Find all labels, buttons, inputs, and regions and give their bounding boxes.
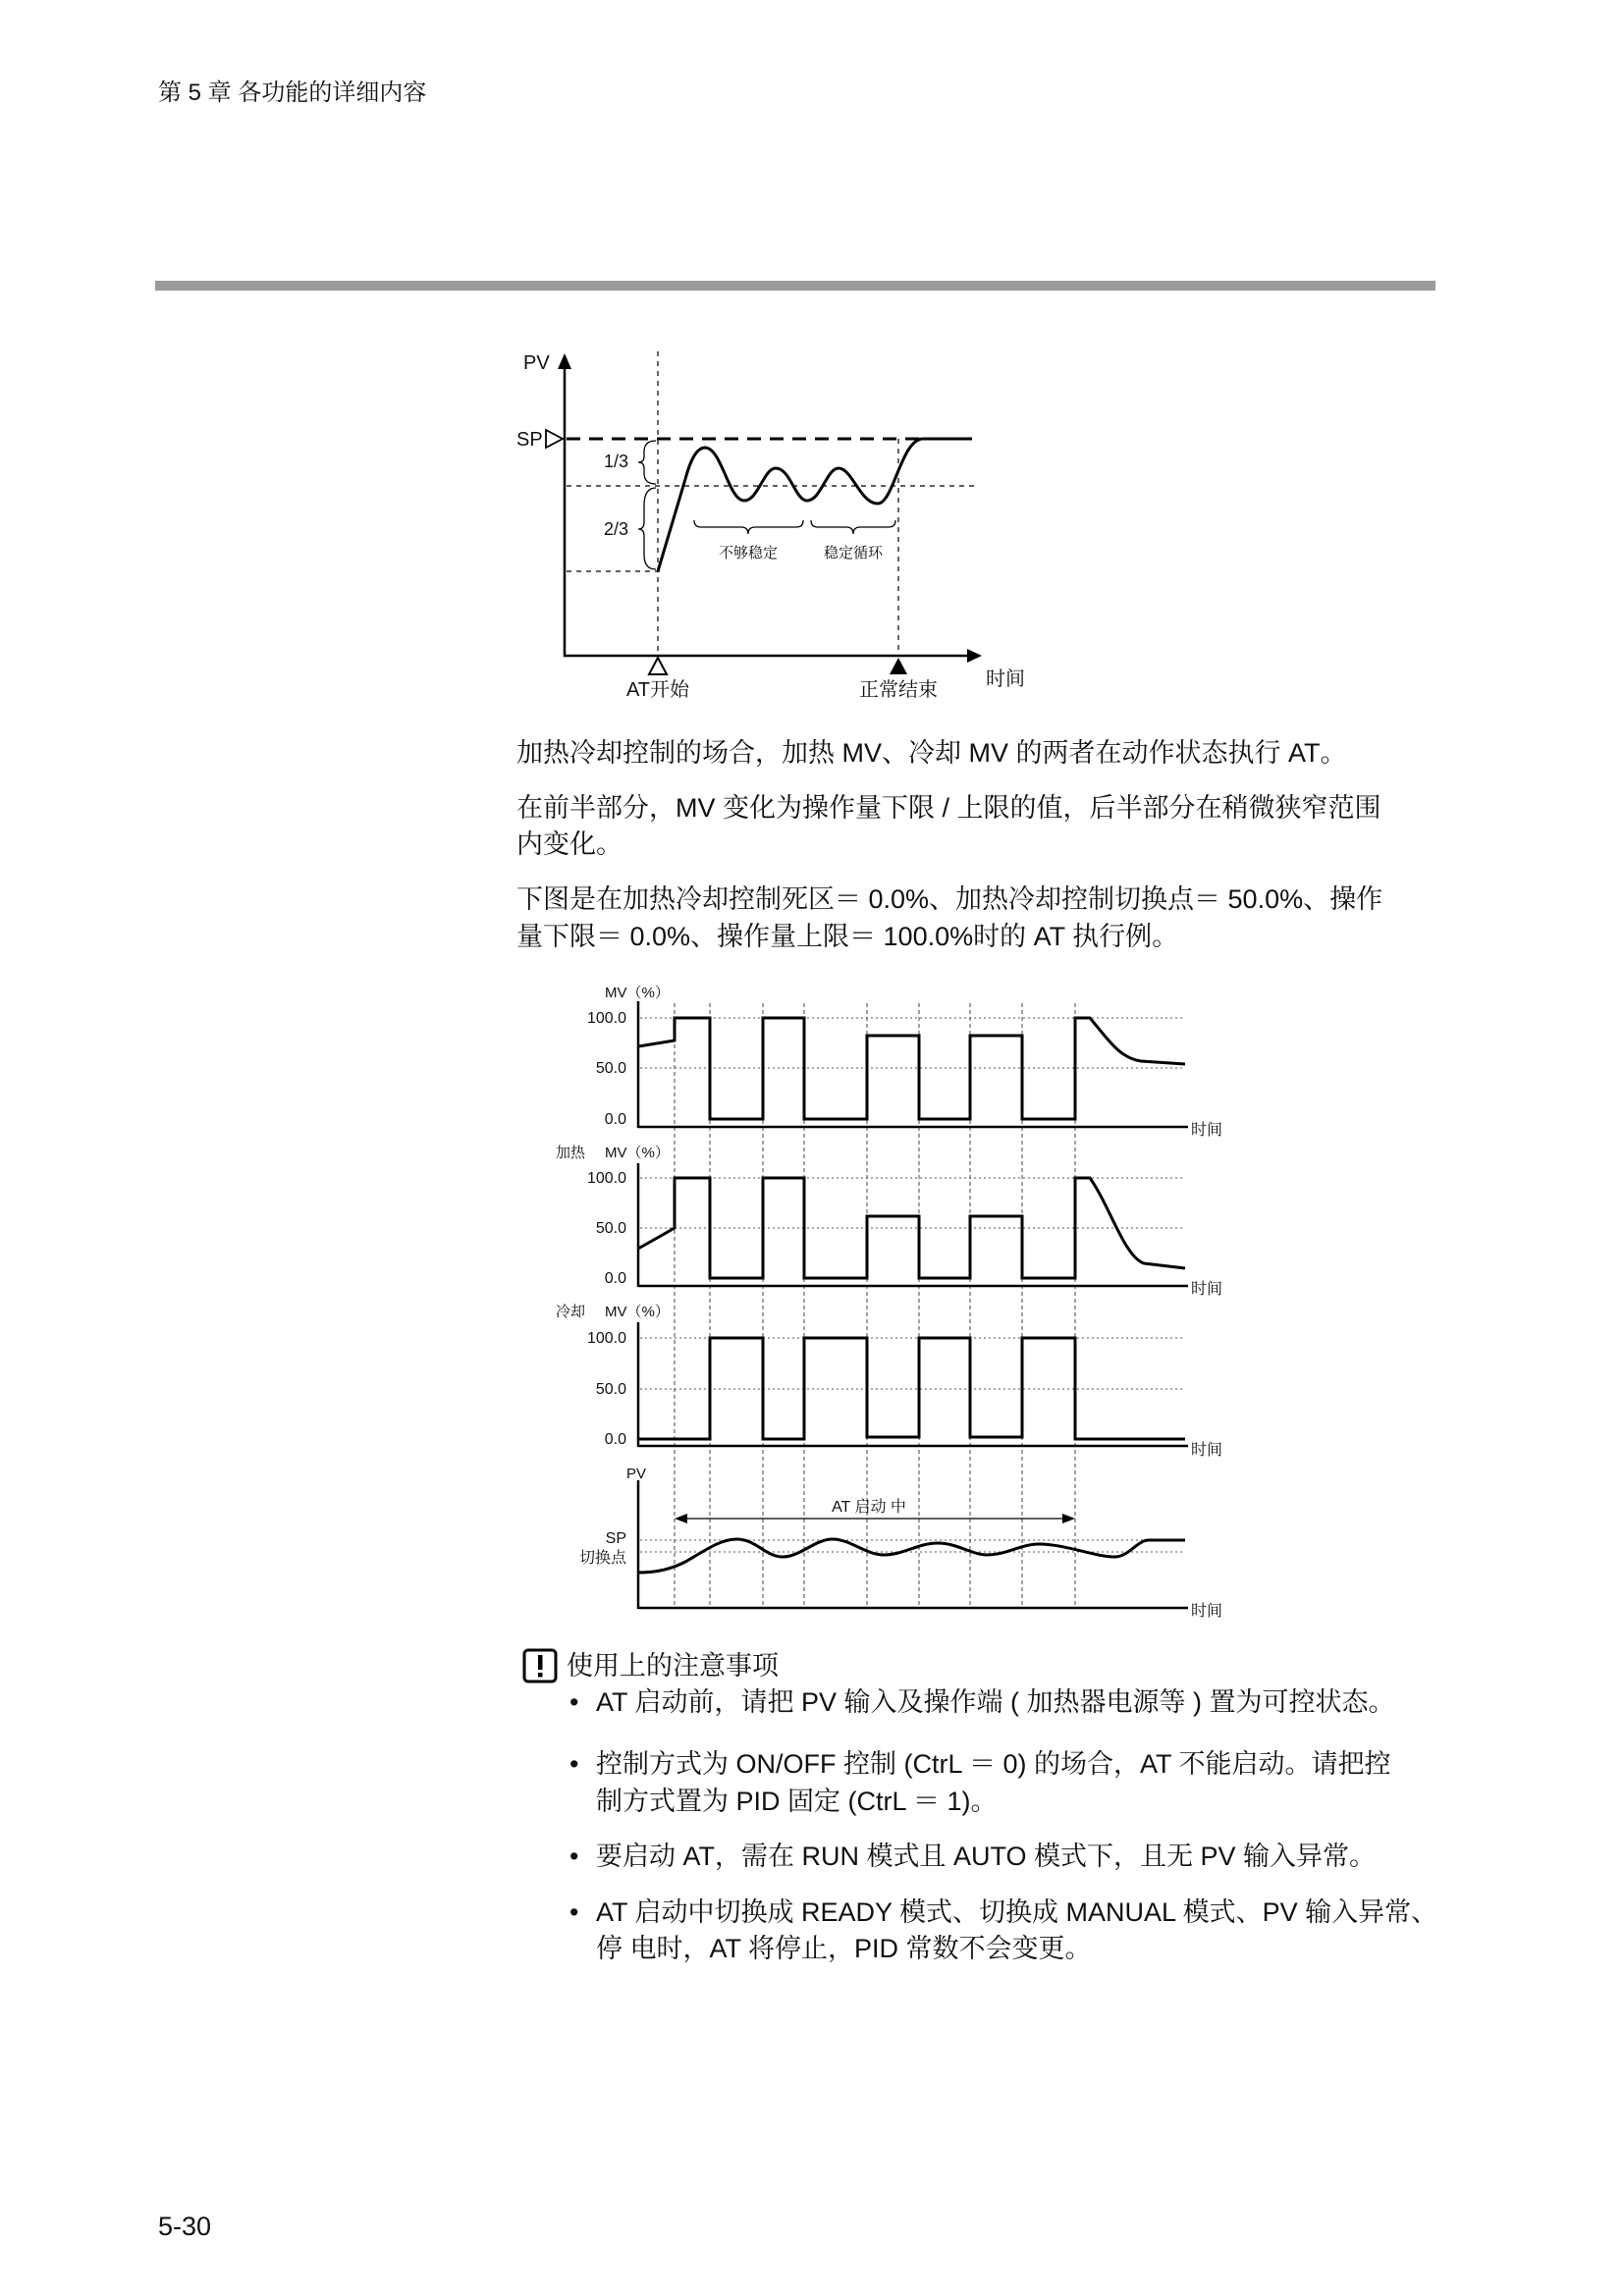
page-number: 5-30 (158, 2212, 212, 2241)
heat-mv-panel (556, 1144, 1222, 1298)
heat-tick-label: 0.0 (604, 1270, 626, 1287)
cool-tick-label: 0.0 (604, 1431, 626, 1448)
cool-x-label: 时间 (1191, 1442, 1223, 1459)
unstable-brace (694, 520, 803, 534)
notice-title: 使用上的注意事项 (567, 1651, 779, 1681)
sp-label: SP (605, 1530, 626, 1547)
chapter-header: 第 5 章 各功能的详细内容 (158, 80, 427, 106)
cool-panel-name: 冷却 (556, 1304, 586, 1320)
bullet-marker: • (569, 1687, 579, 1717)
bullet-marker: • (569, 1842, 579, 1871)
paragraph-line: 内变化。 (516, 829, 623, 859)
at-start-marker (649, 658, 667, 674)
notice-item-line: 制方式置为 PID 固定 (CtrL ＝ 1)。 (596, 1787, 998, 1816)
time-axis-label: 时间 (986, 668, 1025, 690)
pv-axis-label: PV (523, 352, 550, 374)
one-third-label: 1/3 (604, 452, 629, 471)
notice-item-line: 停 电时，AT 将停止，PID 常数不会变更。 (596, 1934, 1092, 1963)
pv-waveform (638, 1539, 1185, 1573)
at-running-arrow-left (675, 1514, 687, 1523)
cool-y-label: MV（%） (605, 1304, 670, 1320)
header-rule (155, 281, 1435, 291)
paragraph-line: 加热冷却控制的场合，加热 MV、冷却 MV 的两者在动作状态执行 AT。 (516, 738, 1347, 768)
two-thirds-label: 2/3 (604, 519, 629, 539)
notice-item-line: 控制方式为 ON/OFF 控制 (CtrL ＝ 0) 的场合，AT 不能启动。请把控 (596, 1749, 1391, 1779)
at-start-label: AT开始 (625, 679, 690, 701)
switch-point-label: 切换点 (578, 1550, 626, 1567)
mv-tick-label: 100.0 (586, 1010, 626, 1027)
pv-y-label: PV (625, 1466, 647, 1482)
notice-item-line: AT 启动中切换成 READY 模式、切换成 MANUAL 模式、PV 输入异常、 (596, 1897, 1438, 1927)
cool-mv-panel (556, 1304, 1222, 1459)
pv-panel (579, 1466, 1222, 1620)
at-pv-diagram (491, 344, 1041, 712)
heat-x-label: 时间 (1191, 1281, 1223, 1298)
notice-item-line: 要启动 AT，需在 RUN 模式且 AUTO 模式下，且无 PV 输入异常。 (596, 1842, 1377, 1871)
bullet-marker: • (569, 1749, 579, 1779)
two-thirds-brace (638, 488, 656, 569)
stable-cycle-label: 稳定循环 (823, 545, 884, 561)
at-running-arrow-right (1062, 1514, 1075, 1523)
heat-tick-label: 100.0 (586, 1170, 626, 1187)
pv-x-label: 时间 (1191, 1603, 1223, 1620)
mv-tick-label: 0.0 (604, 1111, 626, 1128)
x-axis-arrow (967, 649, 982, 663)
paragraph-line: 量下限＝ 0.0%、操作量上限＝ 100.0%时的 AT 执行例。 (516, 922, 1179, 951)
mv-panel (587, 985, 1222, 1139)
notice-item-line: AT 启动前，请把 PV 输入及操作端 ( 加热器电源等 ) 置为可控状态。 (596, 1687, 1395, 1717)
bullet-marker: • (569, 1897, 579, 1927)
y-axis-arrow (558, 353, 571, 369)
one-third-brace (638, 441, 656, 484)
mv-x-label: 时间 (1191, 1122, 1223, 1139)
paragraph-line: 在前半部分，MV 变化为操作量下限 / 上限的值，后半部分在稍微狭窄范围 (516, 793, 1381, 823)
heat-y-label: MV（%） (605, 1145, 670, 1161)
sp-label: SP (516, 429, 543, 451)
stable-cycle-brace (811, 520, 895, 534)
at-mv-pv-timing-diagram (535, 977, 1242, 1629)
paragraph-line: 下图是在加热冷却控制死区＝ 0.0%、加热冷却控制切换点＝ 50.0%、操作 (516, 884, 1383, 914)
cool-tick-label: 100.0 (586, 1330, 626, 1347)
heat-tick-label: 50.0 (595, 1220, 626, 1237)
normal-end-marker (890, 658, 907, 674)
warning-icon (522, 1648, 558, 1683)
cool-tick-label: 50.0 (595, 1381, 626, 1398)
at-running-label: AT 启动 中 (832, 1499, 906, 1516)
mv-tick-label: 50.0 (595, 1060, 626, 1077)
pv-curve (658, 439, 972, 571)
unstable-label: 不够稳定 (718, 545, 779, 561)
mv-y-label: MV（%） (605, 985, 670, 1001)
sp-pointer (546, 430, 563, 448)
normal-end-label: 正常结束 (859, 679, 938, 701)
heat-panel-name: 加热 (556, 1145, 586, 1161)
